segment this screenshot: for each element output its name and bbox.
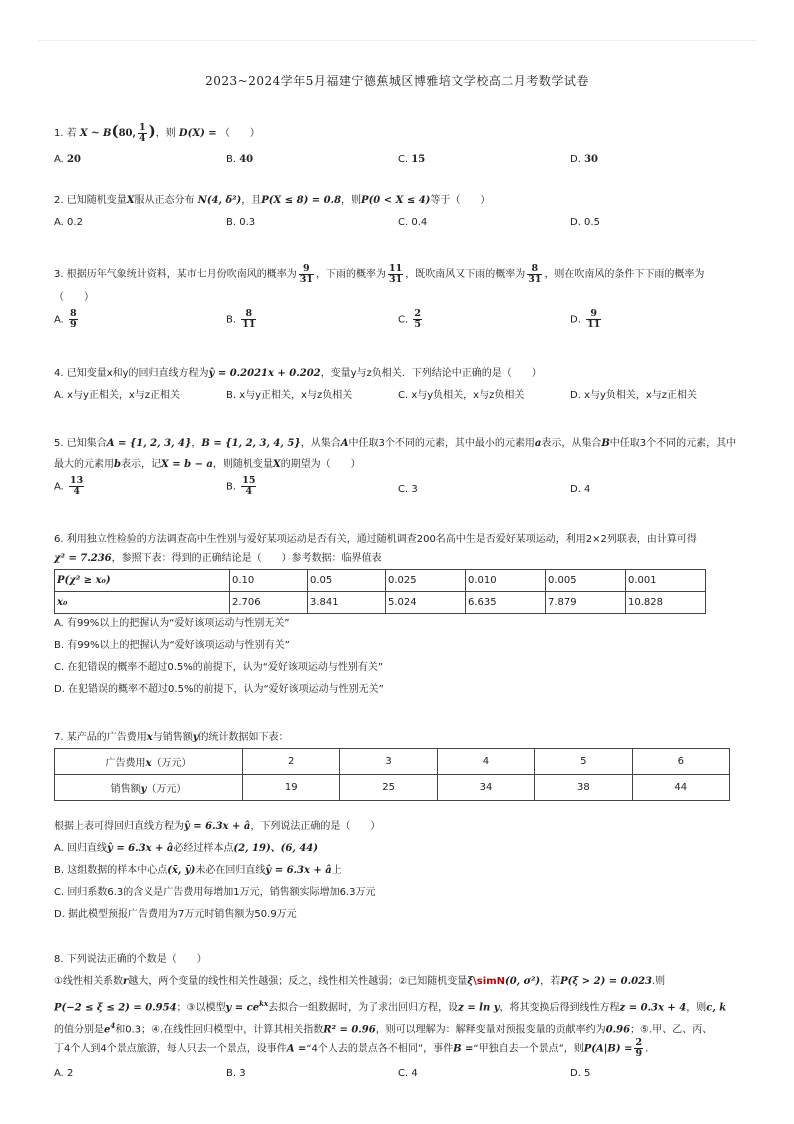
table-row: 广告费用x（万元） 2 3 4 5 6 (55, 749, 730, 775)
option-d: D. x与y负相关，x与z正相关 (570, 390, 698, 401)
option-b: B. 有99%以上的把握认为“爱好该项运动与性别有关” (54, 640, 290, 651)
option-b: B. x与y正相关，x与z负相关 (226, 390, 353, 401)
page-title: 2023~2024学年5月福建宁德蕉城区博雅培文学校高二月考数学试卷 (205, 74, 589, 88)
option-a: A. 20 (54, 154, 81, 165)
option-b: B. 这组数据的样本中心点(x̄, ȳ)未必在回归直线ŷ = 6.3x + â上 (54, 865, 342, 876)
critical-value-table (54, 569, 706, 614)
option-a: A. 回归直线ŷ = 6.3x + â必经过样本点(2, 19)、(6, 44) (54, 843, 318, 854)
option-a: A. x与y正相关，x与z正相关 (54, 390, 181, 401)
option-b: B. $\frac{15}{4}$ (226, 475, 256, 497)
question-4: 4. 已知变量x和y的回归直线方程为ŷ = 0.2021x + 0.202，变量y与z负相关．下列结论中正确的是（ ） A. x与y正相关，x与z正相关 B. x与y正相关，x与z负相关 C. x与y负相关，x与z负相关 D. x与y负相关，x与z正相关 (54, 364, 744, 405)
option-b: B. 40 (226, 154, 254, 165)
option-a: A. 有99%以上的把握认为“爱好该项运动与性别无关” (54, 618, 290, 629)
option-c: C. 4 (398, 1068, 418, 1079)
question-1: 1. 若 X ~ B(80, $\frac{1}{4}$ )，则 D(X) = （ ） A. 20 B. 40 C. 15 D. 30 (54, 118, 744, 169)
option-b: B. $\frac{8}{11}$ (226, 308, 256, 330)
option-c: C. 15 (398, 154, 426, 165)
option-c: C. x与y负相关，x与z负相关 (398, 390, 525, 401)
question-7-options: 根据上表可得回归直线方程为ŷ = 6.3x + â，下列说法正确的是（ ） A. 回归直线ŷ = 6.3x + â必经过样本点(2, 19)、(6, 44) B. 这组数据的样本中心点(x̄, ȳ)未必在回归直线ŷ = 6.3x + â上 C. 回归系数6.3的含义是广告费用每增加1万元，销售额实际增加6.3万元 D. 据此模型预报广告费用为7万元时销售额为50.9万元 (54, 817, 744, 927)
fraction: $\frac{1}{4}$ (139, 121, 146, 144)
option-d: D. 据此模型预报广告费用为7万元时销售额为50.9万元 (54, 909, 297, 920)
options (54, 150, 744, 169)
table-row: 销售额y（万元） 19 25 34 38 44 (55, 775, 730, 801)
option-a: A. 2 (54, 1068, 74, 1079)
question-8: 8. 下列说法正确的个数是（ ） ①线性相关系数r越大，两个变量的线性相关性越强；反之，线性相关性越弱；②已知随机变量ξ\simN(0, σ²)，若P(ξ > 2) = 0.023.则 P(−2 ≤ ξ ≤ 2) = 0.954；③以模型$y = ce^{kx}$去拟合一组数据时，为了求出回归方程，设z = ln y，将其变换后得到线性方程z = 0.3x + 4，则c, k 的值分别是$e^4$和0.3；④.在线性回归模型中，计算其相关指数R² = 0.96，则可以理解为：解释变量对预报变量的贡献率约为0.96；⑤.甲、乙、丙、 丁4个人到4个景点旅游，每人只去一个景点，设事件A =“4个人去的景点各不相同”，事件B =“甲独自去一个景点”，则P(A|B) = $\frac{2}{9}$ . A. 2 B. 3 C. 4 D. 5 (54, 950, 744, 1083)
option-d: D. 5 (570, 1068, 591, 1079)
option-d: D. 4 (570, 484, 591, 495)
question-7: 7. 某产品的广告费用x与销售额y的统计数据如下表： (54, 732, 289, 743)
option-a: A. $\frac{8}{9}$ (54, 308, 77, 330)
option-c: C. 回归系数6.3的含义是广告费用每增加1万元，销售额实际增加6.3万元 (54, 887, 376, 898)
option-c: C. 0.4 (398, 217, 428, 228)
question-6-options (54, 614, 744, 702)
question-6: 6. 利用独立性检验的方法调查高中生性别与爱好某项运动是否有关，通过随机调查200名高中生是否爱好某项运动，利用2×2列联表，由计算可得 χ² = 7.236，参照下表：得到的正确结论是（ ）参考数据：临界值表 (54, 534, 697, 564)
option-b: B. 3 (226, 1068, 246, 1079)
question-2: 2. 已知随机变量X服从正态分布 N(4, δ²)，且P(X ≤ 8) = 0.8，则P(0 < X ≤ 4)等于（ ） A. 0.2 B. 0.3 C. 0.4 D. 0.5 (54, 191, 744, 232)
option-b: B. 0.3 (226, 217, 256, 228)
question-3: 3. 根据历年气象统计资料，某市七月份吹南风的概率为 $\frac{9}{31}$ ，下雨的概率为 $\frac{11}{31}$ ，既吹南风又下雨的概率为 $\frac{8}{31}$ ，则在吹南风的条件下下雨的概率为 （ ） A. $\frac{8}{9}$ B. $\frac{8}{11}$ C. $\frac{2}{5}$ D. $\frac{9}{11}$ (54, 262, 705, 330)
top-divider (38, 40, 756, 41)
option-c: C. $\frac{2}{5}$ (398, 308, 421, 330)
question-5: 5. 已知集合A = {1, 2, 3, 4}，B = {1, 2, 3, 4, 5}，从集合A中任取3个不同的元素，其中最小的元素用a表示，从集合B中任取3个不同的元素，其中 最大的元素用b表示，记X = b − a，则随机变量X的期望为（ ） A. $\frac{13}{4}$ B. $\frac{15}{4}$ C. 3 D. 4 (54, 438, 737, 497)
option-d: D. 0.5 (570, 217, 600, 228)
table-row: P(χ² ≥ x₀) 0.10 0.05 0.025 0.010 0.005 0.001 (55, 570, 706, 592)
ad-sales-table (54, 748, 730, 801)
option-d: D. 在犯错误的概率不超过0.5%的前提下，认为“爱好该项运动与性别无关” (54, 684, 384, 695)
option-a: A. $\frac{13}{4}$ (54, 475, 84, 497)
table-row: x₀ 2.706 3.841 5.024 6.635 7.879 10.828 (55, 592, 706, 614)
option-c: C. 在犯错误的概率不超过0.5%的前提下，认为“爱好该项运动与性别有关” (54, 662, 384, 673)
option-d: D. $\frac{9}{11}$ (570, 308, 601, 330)
option-c: C. 3 (398, 484, 418, 495)
option-a: A. 0.2 (54, 217, 83, 228)
option-d: D. 30 (570, 154, 598, 165)
